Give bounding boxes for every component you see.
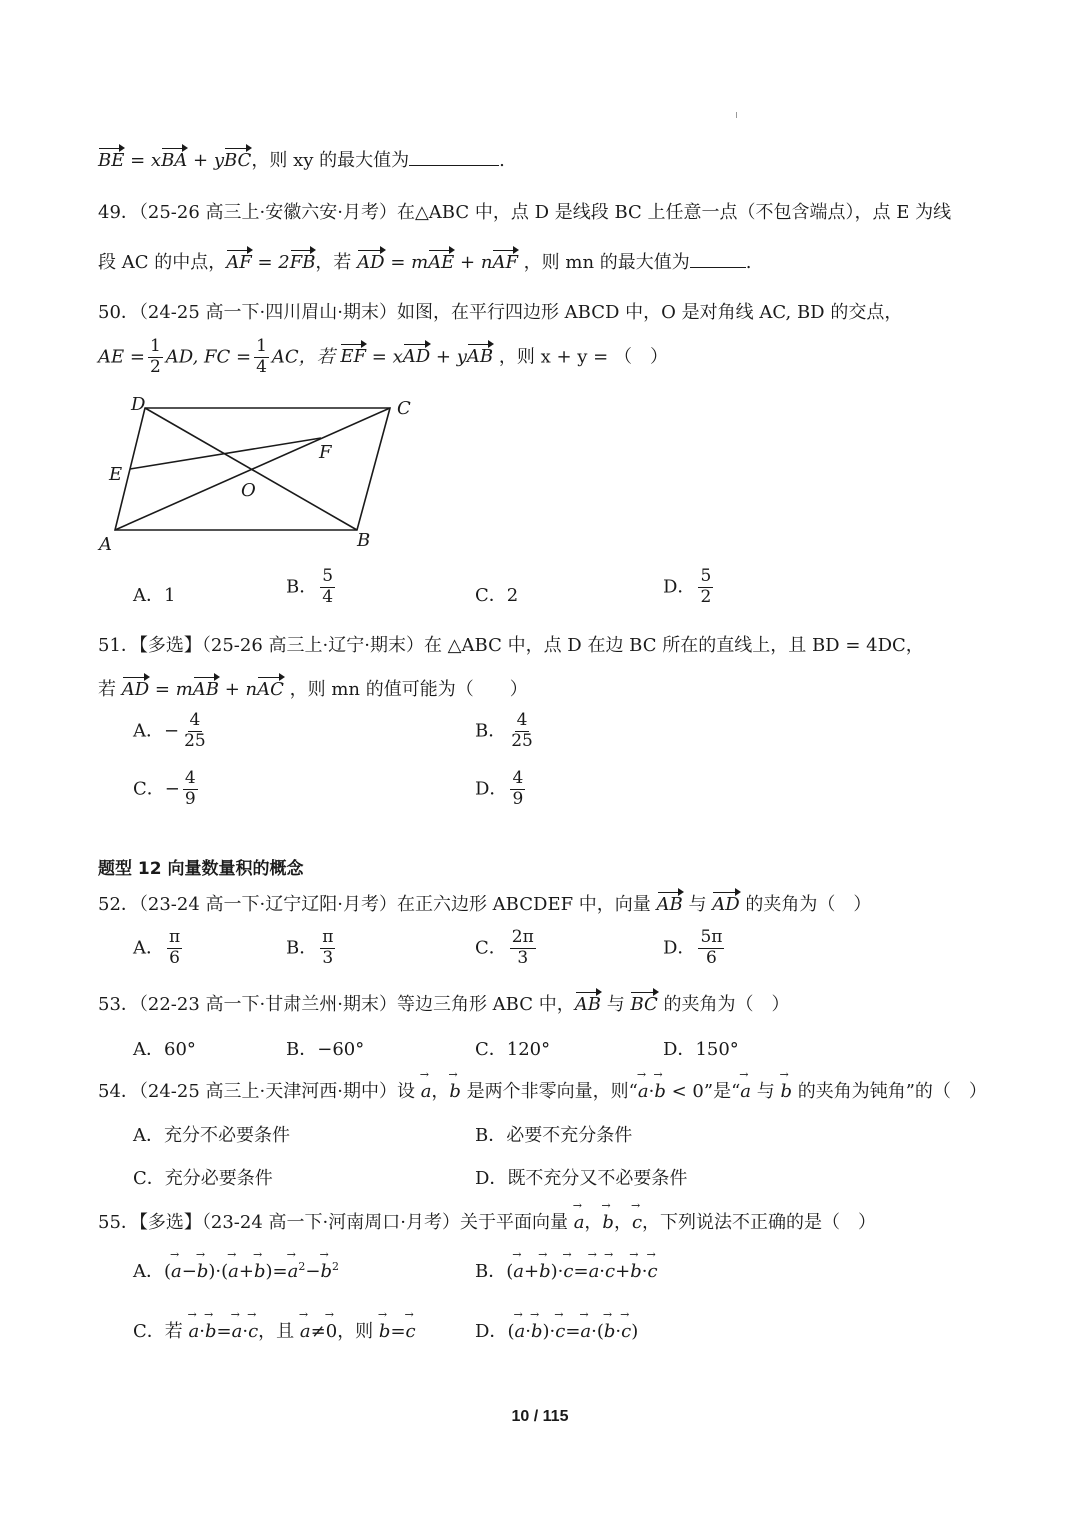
q55-option-b[interactable]: B．(a →+b →)·c →=a →·c →+b →·c → [475, 1257, 658, 1283]
label-c: C [397, 398, 411, 419]
q49-line2: 段 AC 的中点，AF = 2FB，若 AD = mAE + nAF ，则 mn 的最大值为 . [98, 252, 752, 273]
scan-mark [736, 112, 737, 118]
q52-option-b[interactable]: B． $\frac{\pi}{3}$ [286, 927, 334, 968]
q50-option-b[interactable]: B． $\frac{5}{4}$ [286, 566, 334, 607]
q53-option-a[interactable]: A．60° [133, 1039, 196, 1060]
answer-blank [409, 165, 499, 166]
q53-option-d[interactable]: D．150° [663, 1039, 739, 1060]
vector-be: BE [98, 150, 125, 171]
question-number: 52． [98, 894, 139, 915]
q53-line: 53．（22-23 高一下·甘肃兰州·期末）等边三角形 ABC 中，AB 与 BC 的夹角为（ ） [98, 994, 790, 1015]
question-number: 53． [98, 994, 139, 1015]
fraction: $\frac{1}{4}$ [256, 336, 267, 377]
label-b: B [357, 530, 371, 551]
q51-option-b[interactable]: B． $\frac{4}{25}$ [475, 710, 533, 751]
label-e: E [109, 464, 123, 485]
q52-option-c[interactable]: C． $\frac{2\pi}{3}$ [475, 927, 534, 968]
q54-option-c[interactable]: C．充分必要条件 [133, 1168, 273, 1189]
q55-option-c[interactable]: C．若 a →·b →=a →·c →，且 a →≠0 →，则 b →=c → [133, 1317, 416, 1343]
q55-option-d[interactable]: D．(a →·b →)·c →=a →·(b →·c →) [475, 1317, 638, 1343]
answer-blank [690, 267, 746, 268]
q52-line: 52．（23-24 高一下·辽宁辽阳·月考）在正六边形 ABCDEF 中，向量 AB 与 AD 的夹角为（ ） [98, 894, 872, 915]
q53-option-c[interactable]: C．120° [475, 1039, 551, 1060]
question-number: 54． [98, 1081, 139, 1102]
q51-option-c[interactable]: C．− $\frac{4}{9}$ [133, 768, 196, 809]
q48-tail: BE = xBA + yBC，则 xy 的最大值为 . [98, 150, 505, 171]
page-number: 10 / 115 [511, 1408, 569, 1425]
segment-ef [130, 438, 321, 469]
q55-option-a[interactable]: A．(a →−b →)·(a →+b →)=a →$^2$−b →$^2$ [133, 1257, 339, 1283]
q54-option-d[interactable]: D．既不充分又不必要条件 [475, 1168, 688, 1189]
q51-option-d[interactable]: D． $\frac{4}{9}$ [475, 768, 524, 809]
diagonal-bd [145, 408, 357, 530]
q54-option-b[interactable]: B．必要不充分条件 [475, 1125, 633, 1146]
q51-line1: 51．【多选】（25-26 高三上·辽宁·期末）在 △ABC 中，点 D 在边 BC 所在的直线上，且 BD = 4DC， [98, 635, 924, 656]
q50-option-a[interactable]: A．1 [133, 585, 176, 606]
q52-option-d[interactable]: D． $\frac{5\pi}{6}$ [663, 927, 723, 968]
section-heading: 题型 12 向量数量积的概念 [98, 859, 304, 879]
fraction: $\frac{1}{2}$ [149, 336, 161, 377]
label-d: D [131, 394, 146, 415]
parallelogram-figure [95, 390, 425, 555]
label-o: O [241, 480, 256, 501]
q54-line: 54．（24-25 高三上·天津河西·期中）设 a →，b → 是两个非零向量，则“a →·b → < 0”是“a → 与 b → 的夹角为钝角”的（ ） [98, 1077, 987, 1103]
q55-line: 55．【多选】（23-24 高一下·河南周口·月考）关于平面向量 a →，b →，c →，下列说法不正确的是（ ） [98, 1208, 876, 1234]
q51-line2: 若 AD = mAB + nAC ，则 mn 的值可能为（ ） [98, 679, 528, 700]
q52-option-a[interactable]: A． $\frac{\pi}{6}$ [133, 927, 181, 968]
question-number: 49． [98, 202, 139, 223]
q51-option-a[interactable]: A．− $\frac{4}{25}$ [133, 710, 206, 751]
q50-line2: AE = $\frac{1}{2}$ AD, FC = $\frac{1}{4}$ AC，若 EF = xAD + yAB ，则 x + y = （ ） [98, 336, 668, 377]
label-a: A [99, 534, 112, 555]
question-number: 51． [98, 635, 139, 656]
q53-option-b[interactable]: B．−60° [286, 1039, 365, 1060]
question-number: 55． [98, 1212, 139, 1233]
question-number: 50． [98, 302, 139, 323]
q50-option-c[interactable]: C．2 [475, 585, 519, 606]
q50-line1: 50．（24-25 高一下·四川眉山·期末）如图，在平行四边形 ABCD 中，O 是对角线 AC, BD 的交点， [98, 302, 903, 323]
q49-line1: 49．（25-26 高三上·安徽六安·月考）在△ABC 中，点 D 是线段 BC 上任意一点（不包含端点），点 E 为线 [98, 202, 952, 223]
label-f: F [319, 442, 332, 463]
q50-option-d[interactable]: D． $\frac{5}{2}$ [663, 566, 712, 607]
q54-option-a[interactable]: A．充分不必要条件 [133, 1125, 290, 1146]
